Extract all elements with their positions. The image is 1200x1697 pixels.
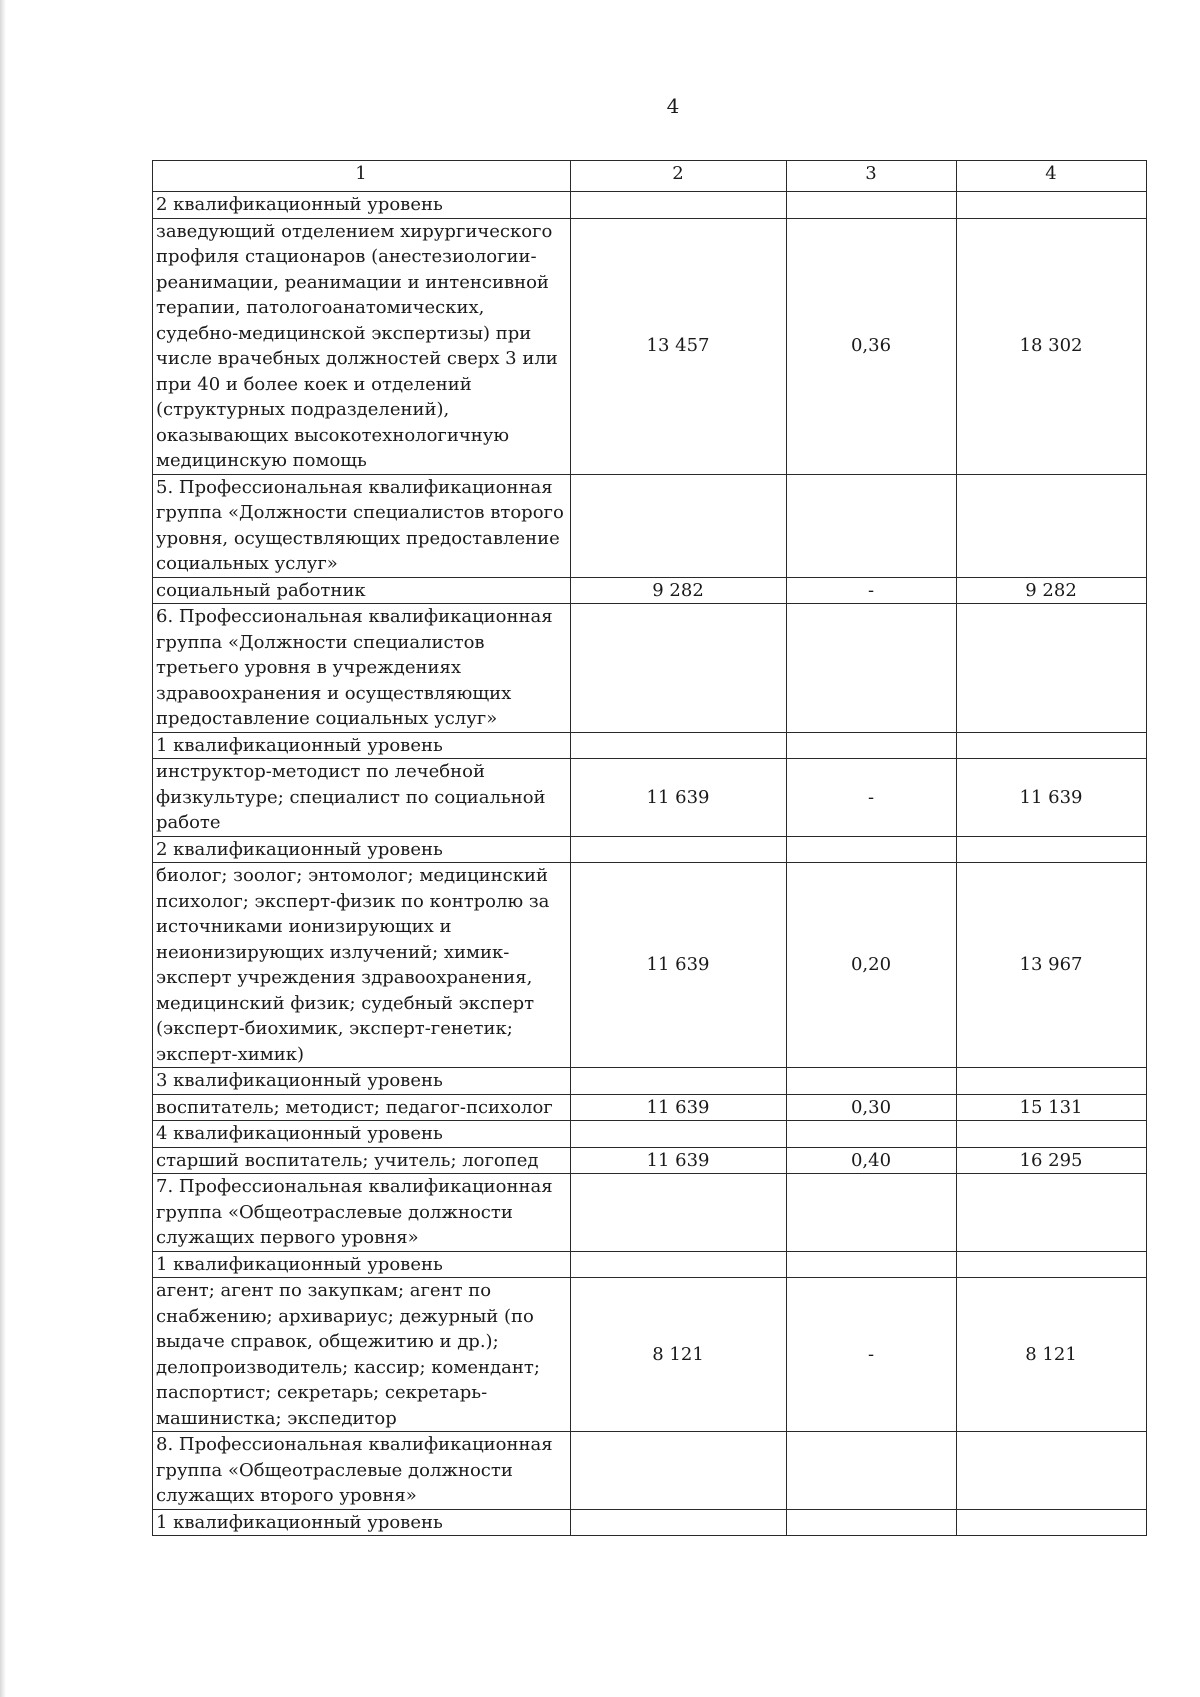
base-salary-cell [571, 732, 787, 759]
base-salary-cell: 9 282 [571, 577, 787, 604]
coefficient-cell [787, 1432, 957, 1510]
position-cell: 8. Профессиональная квалификационная группа «Общеотраслевые должности служащих второго уровня» [153, 1432, 571, 1510]
table-header-row [153, 161, 1147, 192]
total-salary-cell [957, 1432, 1147, 1510]
base-salary-cell [571, 474, 787, 577]
base-salary-cell: 11 639 [571, 1094, 787, 1121]
table-row [153, 192, 1147, 219]
position-cell: 5. Профессиональная квалификационная группа «Должности специалистов второго уровня, осуществляющих предоставление социальных услуг» [153, 474, 571, 577]
total-salary-cell: 13 967 [957, 863, 1147, 1068]
coefficient-cell [787, 1509, 957, 1536]
position-cell: биолог; зоолог; энтомолог; медицинский психолог; эксперт-физик по контролю за источниками ионизирующих и неионизирующих излучений; химик-эксперт учреждения здравоохранения, медицинский физик; судебный эксперт (эксперт-биохимик, эксперт-генетик; эксперт-химик) [153, 863, 571, 1068]
position-cell: 6. Профессиональная квалификационная группа «Должности специалистов третьего уровня в учреждениях здравоохранения и осуществляющих предоставление социальных услуг» [153, 604, 571, 733]
coefficient-cell [787, 192, 957, 219]
coefficient-cell: 0,36 [787, 218, 957, 474]
total-salary-cell: 16 295 [957, 1147, 1147, 1174]
total-salary-cell [957, 732, 1147, 759]
table-row [153, 1509, 1147, 1536]
scan-edge-shadow [0, 0, 6, 1697]
coefficient-cell [787, 1174, 957, 1252]
position-cell: 1 квалификационный уровень [153, 1509, 571, 1536]
base-salary-cell [571, 1068, 787, 1095]
total-salary-cell [957, 1174, 1147, 1252]
base-salary-cell [571, 1432, 787, 1510]
header-cell-3: 3 [787, 161, 957, 192]
base-salary-cell [571, 836, 787, 863]
base-salary-cell [571, 1174, 787, 1252]
base-salary-cell [571, 1251, 787, 1278]
position-cell: старший воспитатель; учитель; логопед [153, 1147, 571, 1174]
header-cell-2: 2 [571, 161, 787, 192]
position-cell: 2 квалификационный уровень [153, 836, 571, 863]
coefficient-cell [787, 732, 957, 759]
coefficient-cell [787, 1251, 957, 1278]
coefficient-cell: 0,20 [787, 863, 957, 1068]
position-cell: социальный работник [153, 577, 571, 604]
base-salary-cell: 8 121 [571, 1278, 787, 1432]
position-cell: воспитатель; методист; педагог-психолог [153, 1094, 571, 1121]
total-salary-cell: 9 282 [957, 577, 1147, 604]
base-salary-cell: 11 639 [571, 1147, 787, 1174]
table-row [153, 1278, 1147, 1432]
position-cell: 2 квалификационный уровень [153, 192, 571, 219]
total-salary-cell [957, 836, 1147, 863]
table-row [153, 836, 1147, 863]
base-salary-cell [571, 604, 787, 733]
total-salary-cell [957, 192, 1147, 219]
table-row [153, 218, 1147, 474]
table-row [153, 759, 1147, 837]
coefficient-cell [787, 1121, 957, 1148]
base-salary-cell: 11 639 [571, 759, 787, 837]
total-salary-cell [957, 1121, 1147, 1148]
table-row [153, 1147, 1147, 1174]
header-cell-4: 4 [957, 161, 1147, 192]
total-salary-cell: 8 121 [957, 1278, 1147, 1432]
table-row [153, 1432, 1147, 1510]
total-salary-cell [957, 474, 1147, 577]
coefficient-cell [787, 1068, 957, 1095]
table-row [153, 474, 1147, 577]
total-salary-cell: 11 639 [957, 759, 1147, 837]
coefficient-cell: 0,30 [787, 1094, 957, 1121]
position-cell: 1 квалификационный уровень [153, 732, 571, 759]
page-number: 4 [666, 94, 680, 118]
coefficient-cell [787, 604, 957, 733]
total-salary-cell [957, 1068, 1147, 1095]
total-salary-cell [957, 1509, 1147, 1536]
total-salary-cell: 15 131 [957, 1094, 1147, 1121]
coefficient-cell [787, 474, 957, 577]
total-salary-cell [957, 1251, 1147, 1278]
table-body [153, 161, 1147, 1536]
coefficient-cell [787, 836, 957, 863]
position-cell: 1 квалификационный уровень [153, 1251, 571, 1278]
coefficient-cell: 0,40 [787, 1147, 957, 1174]
total-salary-cell [957, 604, 1147, 733]
table-row [153, 1068, 1147, 1095]
position-cell: заведующий отделением хирургического профиля стационаров (анестезиологии-реанимации, реанимации и интенсивной терапии, патологоанатомических, судебно-медицинской экспертизы) при числе врачебных должностей сверх 3 или при 40 и более коек и отделений (структурных подразделений), оказывающих высокотехнологичную медицинскую помощь [153, 218, 571, 474]
base-salary-cell [571, 192, 787, 219]
table-row [153, 577, 1147, 604]
table-row [153, 1121, 1147, 1148]
position-cell: 4 квалификационный уровень [153, 1121, 571, 1148]
base-salary-cell [571, 1121, 787, 1148]
table-row [153, 604, 1147, 733]
position-cell: агент; агент по закупкам; агент по снабжению; архивариус; дежурный (по выдаче справок, общежитию и др.); делопроизводитель; кассир; комендант; паспортист; секретарь; секретарь-машинистка; экспедитор [153, 1278, 571, 1432]
base-salary-cell: 11 639 [571, 863, 787, 1068]
total-salary-cell: 18 302 [957, 218, 1147, 474]
table-row [153, 1094, 1147, 1121]
position-cell: 3 квалификационный уровень [153, 1068, 571, 1095]
table-row [153, 863, 1147, 1068]
position-cell: 7. Профессиональная квалификационная группа «Общеотраслевые должности служащих первого уровня» [153, 1174, 571, 1252]
position-cell: инструктор-методист по лечебной физкультуре; специалист по социальной работе [153, 759, 571, 837]
salary-table [152, 160, 1147, 1536]
header-cell-1: 1 [153, 161, 571, 192]
base-salary-cell: 13 457 [571, 218, 787, 474]
coefficient-cell: - [787, 1278, 957, 1432]
coefficient-cell: - [787, 759, 957, 837]
table-row [153, 1251, 1147, 1278]
coefficient-cell: - [787, 577, 957, 604]
base-salary-cell [571, 1509, 787, 1536]
table-row [153, 732, 1147, 759]
table-row [153, 1174, 1147, 1252]
